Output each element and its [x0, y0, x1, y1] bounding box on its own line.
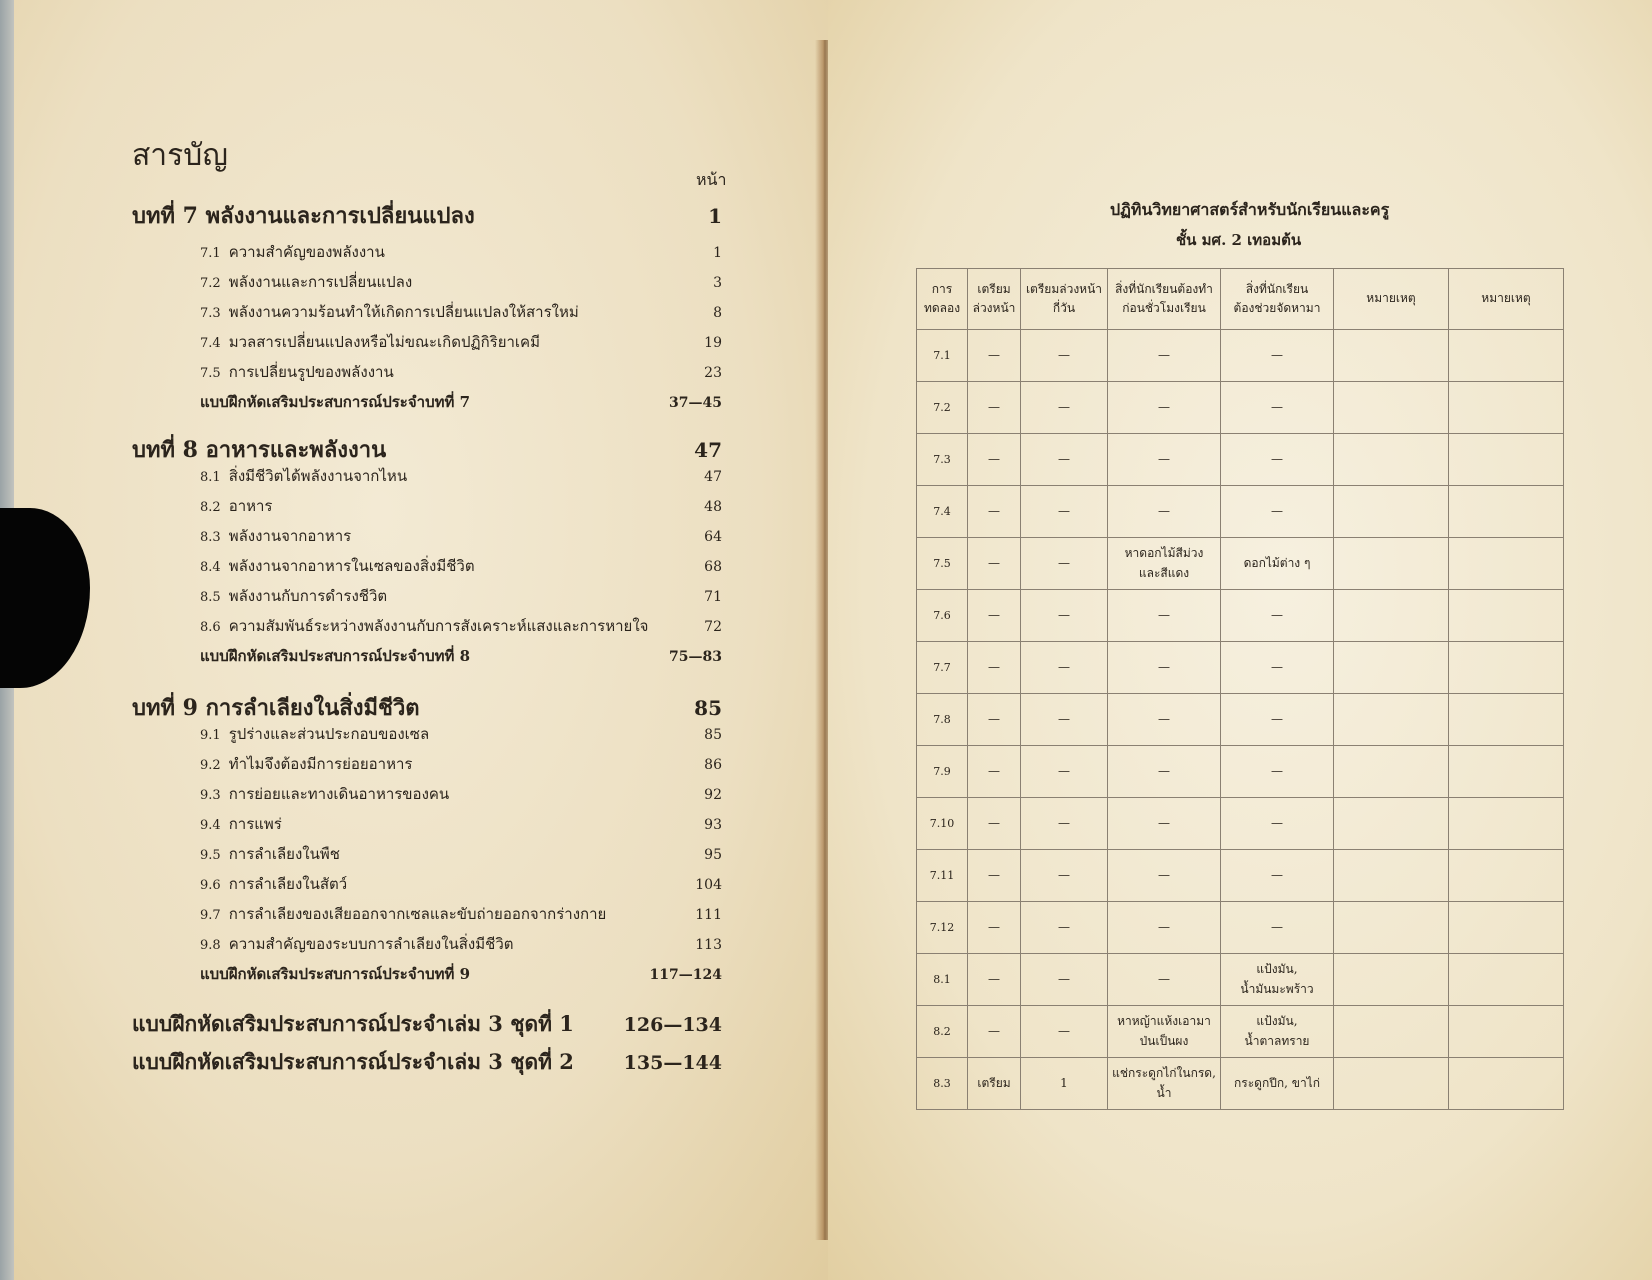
- page-number: 86: [704, 757, 722, 773]
- table-cell: หาหญ้าแห้งเอามา ป่นเป็นผง: [1108, 1006, 1221, 1058]
- section-number: 9.5: [200, 848, 221, 863]
- table-cell: 7.3: [917, 434, 968, 486]
- table-row: [917, 1058, 1564, 1110]
- page-number: 37—45: [669, 395, 722, 411]
- table-cell: เตรียม: [968, 1058, 1021, 1110]
- page-number: 93: [704, 817, 722, 833]
- book-exercise: [132, 1046, 722, 1079]
- entry-label: บทที่ 9 การลำเลียงในสิ่งมีชีวิต: [132, 695, 420, 721]
- page-number: 47: [704, 469, 722, 485]
- section-number: 7.2: [200, 276, 221, 291]
- entry-label: การเปลี่ยนรูปของพลังงาน: [228, 363, 394, 381]
- section-number: 8.6: [200, 620, 221, 635]
- table-row: [917, 902, 1564, 954]
- toc-section: [200, 812, 722, 836]
- table-cell: —: [1108, 382, 1221, 434]
- page-number: 72: [704, 619, 722, 635]
- page-number: 8: [713, 305, 722, 321]
- page-number: 85: [694, 696, 722, 720]
- page-number: 68: [704, 559, 722, 575]
- table-row: [917, 382, 1564, 434]
- page-number: 1: [708, 204, 722, 228]
- table-row: [917, 1006, 1564, 1058]
- table-cell: —: [1221, 382, 1334, 434]
- table-row: [917, 850, 1564, 902]
- table-cell: [1334, 850, 1449, 902]
- table-cell: [1334, 1006, 1449, 1058]
- page-number: 85: [704, 727, 722, 743]
- table-cell: —: [968, 330, 1021, 382]
- table-cell: 7.4: [917, 486, 968, 538]
- table-cell: [1449, 694, 1564, 746]
- page-number: 64: [704, 529, 722, 545]
- table-cell: —: [1221, 798, 1334, 850]
- table-cell: กระดูกปีก, ขาไก่: [1221, 1058, 1334, 1110]
- table-cell: [1449, 486, 1564, 538]
- table-cell: —: [1108, 642, 1221, 694]
- page-number: 75—83: [669, 649, 722, 665]
- entry-label: การลำเลียงของเสียออกจากเซลและขับถ่ายออกจากร่างกาย: [228, 905, 607, 923]
- toc-section: [200, 494, 722, 518]
- table-cell: [1449, 642, 1564, 694]
- table-cell: [1449, 954, 1564, 1006]
- table-cell: 7.6: [917, 590, 968, 642]
- table-cell: แช่กระดูกไก่ในกรด, น้ำ: [1108, 1058, 1221, 1110]
- page-number: 71: [704, 589, 722, 605]
- table-cell: —: [1221, 902, 1334, 954]
- section-number: 7.1: [200, 246, 221, 261]
- table-cell: —: [1221, 486, 1334, 538]
- page-number: 19: [704, 335, 722, 351]
- page-number: 95: [704, 847, 722, 863]
- page-number: 3: [713, 275, 722, 291]
- table-cell: [1334, 1058, 1449, 1110]
- chapter-heading: [132, 690, 722, 725]
- toc-section: [200, 842, 722, 866]
- table-row: [917, 434, 1564, 486]
- toc-section: [200, 464, 722, 488]
- table-row: [917, 798, 1564, 850]
- table-cell: —: [1221, 434, 1334, 486]
- table-cell: —: [1108, 798, 1221, 850]
- table-cell: [1449, 1058, 1564, 1110]
- section-number: 9.6: [200, 878, 221, 893]
- table-cell: —: [1108, 434, 1221, 486]
- toc-section: [200, 902, 722, 926]
- table-cell: —: [1021, 538, 1108, 590]
- table-cell: —: [968, 538, 1021, 590]
- table-cell: 8.3: [917, 1058, 968, 1110]
- entry-label: ความสำคัญของพลังงาน: [228, 243, 385, 261]
- entry-label: แบบฝึกหัดเสริมประสบการณ์ประจำเล่ม 3 ชุดที่ 2: [132, 1049, 574, 1074]
- table-cell: —: [1021, 902, 1108, 954]
- toc-section: [200, 270, 722, 294]
- section-number: 8.3: [200, 530, 221, 545]
- table-cell: —: [1108, 850, 1221, 902]
- table-cell: —: [1221, 694, 1334, 746]
- toc-section: [200, 782, 722, 806]
- entry-label: การแพร่: [228, 815, 282, 833]
- table-row: [917, 642, 1564, 694]
- section-number: 9.2: [200, 758, 221, 773]
- page-number: 48: [704, 499, 722, 515]
- toc-page-header: หน้า: [696, 170, 727, 189]
- page-number: 23: [704, 365, 722, 381]
- chapter-exercise: [200, 644, 722, 668]
- book-exercise: [132, 1008, 722, 1041]
- table-cell: —: [1221, 330, 1334, 382]
- table-cell: —: [968, 902, 1021, 954]
- table-cell: —: [968, 954, 1021, 1006]
- table-cell: [1334, 798, 1449, 850]
- table-cell: —: [968, 1006, 1021, 1058]
- entry-label: มวลสารเปลี่ยนแปลงหรือไม่ขณะเกิดปฏิกิริยาเคมี: [228, 333, 540, 351]
- table-header-row: [917, 269, 1564, 330]
- section-number: 9.1: [200, 728, 221, 743]
- table-cell: 7.2: [917, 382, 968, 434]
- table-cell: —: [1021, 1006, 1108, 1058]
- table-cell: —: [1108, 746, 1221, 798]
- entry-label: การลำเลียงในสัตว์: [228, 875, 348, 893]
- chapter-exercise: [200, 962, 722, 986]
- table-cell: —: [968, 590, 1021, 642]
- table-cell: —: [1221, 642, 1334, 694]
- section-number: 8.2: [200, 500, 221, 515]
- entry-label: การย่อยและทางเดินอาหารของคน: [228, 785, 450, 803]
- table-cell: [1334, 486, 1449, 538]
- entry-label: บทที่ 8 อาหารและพลังงาน: [132, 437, 387, 463]
- table-cell: —: [1021, 954, 1108, 1006]
- table-row: [917, 694, 1564, 746]
- science-calendar-table: [916, 268, 1564, 1110]
- table-cell: —: [1021, 798, 1108, 850]
- entry-label: แบบฝึกหัดเสริมประสบการณ์ประจำบทที่ 8: [200, 647, 471, 665]
- table-cell: 7.7: [917, 642, 968, 694]
- entry-label: แบบฝึกหัดเสริมประสบการณ์ประจำบทที่ 9: [200, 965, 471, 983]
- entry-label: บทที่ 7 พลังงานและการเปลี่ยนแปลง: [132, 203, 475, 229]
- toc-section: [200, 330, 722, 354]
- table-cell: —: [968, 486, 1021, 538]
- table-cell: [1449, 538, 1564, 590]
- table-cell: 7.12: [917, 902, 968, 954]
- toc-section: [200, 360, 722, 384]
- table-row: [917, 330, 1564, 382]
- toc-section: [200, 722, 722, 746]
- toc-section: [200, 584, 722, 608]
- column-header: เตรียมล่วงหน้า กี่วัน: [1021, 269, 1108, 330]
- table-cell: —: [1021, 694, 1108, 746]
- table-cell: [1334, 590, 1449, 642]
- column-header: การ ทดลอง: [917, 269, 968, 330]
- page-number: 117—124: [649, 967, 722, 983]
- entry-label: พลังงานความร้อนทำให้เกิดการเปลี่ยนแปลงให้สารใหม่: [228, 303, 579, 321]
- table-cell: —: [968, 798, 1021, 850]
- table-cell: —: [1108, 902, 1221, 954]
- entry-label: อาหาร: [228, 497, 273, 515]
- table-cell: —: [1021, 746, 1108, 798]
- calendar-title: ปฏิทินวิทยาศาสตร์สำหรับนักเรียนและครู: [1110, 200, 1390, 219]
- table-cell: 8.1: [917, 954, 968, 1006]
- table-cell: [1334, 434, 1449, 486]
- entry-label: สิ่งมีชีวิตได้พลังงานจากไหน: [228, 467, 408, 485]
- entry-label: การลำเลียงในพืช: [228, 845, 340, 863]
- entry-label: ความสัมพันธ์ระหว่างพลังงานกับการสังเคราะห์แสงและการหายใจ: [228, 617, 649, 635]
- table-cell: —: [1108, 330, 1221, 382]
- table-row: [917, 954, 1564, 1006]
- table-of-contents: [14, 0, 828, 1280]
- toc-section: [200, 240, 722, 264]
- page-number: 104: [695, 877, 722, 893]
- table-cell: —: [1021, 382, 1108, 434]
- left-page: [14, 0, 828, 1280]
- table-cell: [1449, 382, 1564, 434]
- table-cell: —: [1108, 694, 1221, 746]
- table-row: [917, 538, 1564, 590]
- entry-label: พลังงานจากอาหาร: [228, 527, 352, 545]
- table-cell: [1449, 850, 1564, 902]
- table-cell: 7.10: [917, 798, 968, 850]
- table-cell: แป้งมัน, น้ำตาลทราย: [1221, 1006, 1334, 1058]
- entry-label: ทำไมจึงต้องมีการย่อยอาหาร: [228, 755, 413, 773]
- section-number: 9.8: [200, 938, 221, 953]
- chapter-exercise: [200, 390, 722, 414]
- section-number: 7.3: [200, 306, 221, 321]
- table-cell: —: [1021, 330, 1108, 382]
- table-row: [917, 486, 1564, 538]
- table-cell: —: [1108, 486, 1221, 538]
- table-cell: [1449, 434, 1564, 486]
- section-number: 8.1: [200, 470, 221, 485]
- entry-label: พลังงานกับการดำรงชีวิต: [228, 587, 388, 605]
- table-cell: —: [1021, 434, 1108, 486]
- page-number: 92: [704, 787, 722, 803]
- section-number: 9.7: [200, 908, 221, 923]
- table-cell: [1334, 330, 1449, 382]
- section-number: 9.4: [200, 818, 221, 833]
- table-cell: —: [968, 746, 1021, 798]
- table-cell: [1449, 798, 1564, 850]
- table-cell: [1334, 538, 1449, 590]
- section-number: 7.4: [200, 336, 221, 351]
- toc-section: [200, 872, 722, 896]
- table-cell: [1449, 590, 1564, 642]
- table-cell: [1449, 746, 1564, 798]
- entry-label: รูปร่างและส่วนประกอบของเซล: [228, 725, 430, 743]
- calendar-subtitle: ชั้น มศ. 2 เทอมต้น: [1176, 231, 1302, 249]
- chapter-heading: [132, 432, 722, 467]
- table-cell: —: [1021, 590, 1108, 642]
- table-cell: —: [968, 642, 1021, 694]
- entry-label: แบบฝึกหัดเสริมประสบการณ์ประจำเล่ม 3 ชุดที่ 1: [132, 1011, 574, 1036]
- table-cell: [1334, 746, 1449, 798]
- table-cell: [1334, 694, 1449, 746]
- table-cell: 7.11: [917, 850, 968, 902]
- page-number: 1: [713, 245, 722, 261]
- table-cell: —: [1108, 954, 1221, 1006]
- entry-label: พลังงานจากอาหารในเซลของสิ่งมีชีวิต: [228, 557, 475, 575]
- table-cell: —: [1021, 642, 1108, 694]
- table-cell: [1334, 382, 1449, 434]
- table-cell: ดอกไม้ต่าง ๆ: [1221, 538, 1334, 590]
- entry-label: พลังงานและการเปลี่ยนแปลง: [228, 273, 413, 291]
- table-cell: [1334, 902, 1449, 954]
- table-cell: [1334, 954, 1449, 1006]
- entry-label: แบบฝึกหัดเสริมประสบการณ์ประจำบทที่ 7: [200, 393, 471, 411]
- table-cell: —: [1221, 590, 1334, 642]
- table-cell: [1449, 330, 1564, 382]
- section-number: 9.3: [200, 788, 221, 803]
- table-cell: หาดอกไม้สีม่วง และสีแดง: [1108, 538, 1221, 590]
- table-cell: —: [1021, 850, 1108, 902]
- table-cell: 8.2: [917, 1006, 968, 1058]
- table-row: [917, 746, 1564, 798]
- table-cell: —: [1108, 590, 1221, 642]
- column-header: หมายเหตุ: [1449, 269, 1564, 330]
- page-number: 113: [695, 937, 722, 953]
- table-cell: —: [968, 850, 1021, 902]
- table-cell: —: [968, 694, 1021, 746]
- column-header: สิ่งที่นักเรียนต้องทำ ก่อนชั่วโมงเรียน: [1108, 269, 1221, 330]
- table-cell: —: [1221, 746, 1334, 798]
- table-cell: —: [1221, 850, 1334, 902]
- table-cell: [1449, 1006, 1564, 1058]
- column-header: เตรียม ล่วงหน้า: [968, 269, 1021, 330]
- toc-section: [200, 554, 722, 578]
- section-number: 8.5: [200, 590, 221, 605]
- page-number: 111: [695, 907, 722, 923]
- column-header: หมายเหตุ: [1334, 269, 1449, 330]
- table-cell: 7.8: [917, 694, 968, 746]
- page-number: 47: [694, 438, 722, 462]
- table-cell: แป้งมัน, น้ำมันมะพร้าว: [1221, 954, 1334, 1006]
- page-number: 126—134: [623, 1014, 722, 1036]
- entry-label: ความสำคัญของระบบการลำเลียงในสิ่งมีชีวิต: [228, 935, 514, 953]
- toc-section: [200, 752, 722, 776]
- toc-section: [200, 614, 722, 638]
- table-cell: —: [968, 382, 1021, 434]
- table-cell: 7.1: [917, 330, 968, 382]
- table-cell: 7.5: [917, 538, 968, 590]
- chapter-heading: [132, 198, 722, 233]
- table-cell: [1334, 642, 1449, 694]
- toc-section: [200, 932, 722, 956]
- table-row: [917, 590, 1564, 642]
- toc-section: [200, 300, 722, 324]
- table-cell: —: [968, 434, 1021, 486]
- table-cell: 7.9: [917, 746, 968, 798]
- table-cell: 1: [1021, 1058, 1108, 1110]
- toc-section: [200, 524, 722, 548]
- table-cell: [1449, 902, 1564, 954]
- section-number: 8.4: [200, 560, 221, 575]
- toc-title: สารบัญ: [132, 138, 228, 173]
- column-header: สิ่งที่นักเรียน ต้องช่วยจัดหามา: [1221, 269, 1334, 330]
- table-cell: —: [1021, 486, 1108, 538]
- section-number: 7.5: [200, 366, 221, 381]
- page-number: 135—144: [623, 1052, 722, 1074]
